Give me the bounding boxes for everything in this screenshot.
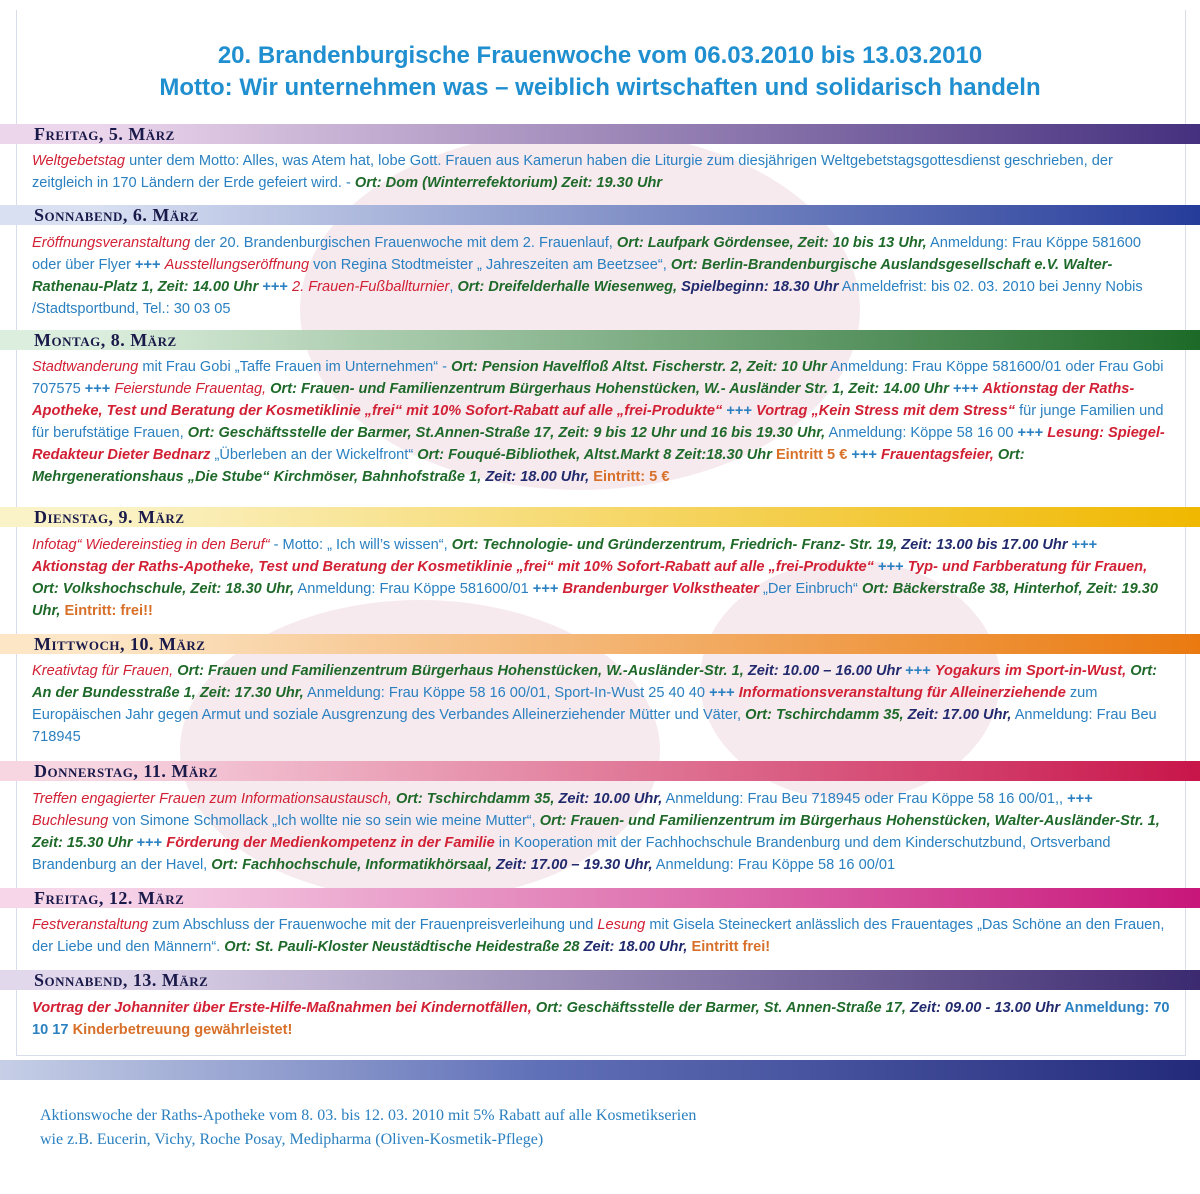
event-text: Lesung [597,917,646,933]
event-text: Zeit: 19.30 Uhr [561,175,663,191]
event-text: Zeit: 15.30 Uhr [32,835,133,851]
footer-note [40,1104,1140,1152]
separator: +++ [878,559,904,575]
separator: +++ [1071,537,1098,553]
event-text: Eröffnungsveranstaltung [32,235,191,251]
event-text: Zeit: 17.30 Uhr, [199,685,304,701]
event-text: Lesung: Spiegel-Redakteur Dieter Bednarz [32,425,1165,463]
separator: +++ [1017,425,1044,441]
day-events [32,356,1172,488]
event-text: Aktionstag der Raths-Apotheke, Test und Beratung der Kosmetiklinie „frei“ mit 10% Sofort-Rabatt auf alle „frei-Produkte“ [32,559,874,575]
event-text: Kinderbetreuung gewährleistet! [72,1022,293,1038]
event-text: Zeit: 10.00 Uhr, [558,791,663,807]
event-text: Brandenburger Volkstheater [562,581,759,597]
event-text: Ort: Volkshochschule, [32,581,187,597]
event-text: Buchlesung [32,813,109,829]
day-band [0,888,1200,908]
day-band [0,507,1200,527]
event-text: Zeit: 19.30 Uhr, [32,581,1159,619]
separator: +++ [709,685,735,701]
event-text: „Überleben an der Wickelfront“ [210,447,418,463]
event-text: Ort: Fouqué-Bibliothek, Altst.Markt 8 [417,447,672,463]
event-text: Anmeldung: Frau Köppe 581600 oder über Flyer [32,235,1141,273]
event-text: W.-Ausländer-Str. 1, [606,663,744,679]
event-text: Ort: Tschirchdamm 35, [745,707,904,723]
event-text: 2. Frauen-Fußballturnier [291,279,450,295]
header-motto: Motto: Wir unternehmen was – weiblich wirtschaften und solidarisch handeln [159,74,1041,101]
event-text: - Motto: „ Ich will’s wissen“, [269,537,452,553]
event-text: Zeit: 18.30 Uhr, [190,581,295,597]
event-text: von Regina Stodtmeister „ Jahreszeiten am Beetzsee“, [309,257,671,273]
event-text: Zeit: 17.00 – 19.30 Uhr, [495,857,653,873]
event-text: Festveranstaltung [32,917,149,933]
event-text: Zeit: 10 bis 13 Uhr, [797,235,927,251]
day-title: Dienstag, 9. März [34,507,185,527]
event-text: Ort: Frauen und Familienzentrum Bürgerhaus Hohenstücken, [177,663,603,679]
day-band [0,330,1200,350]
separator: +++ [1067,791,1093,807]
event-text: Zeit: 14.00 Uhr [848,381,949,397]
separator: +++ [532,581,559,597]
event-text: Ort: Dom (Winterrefektorium) [354,175,558,191]
day-band [0,761,1200,781]
event-text: Typ- und Farbberatung für Frauen, [907,559,1148,575]
event-text: Zeit: 10.00 – 16.00 Uhr [747,663,902,679]
event-text: Informationsveranstaltung für Alleinerziehende [738,685,1066,701]
event-text: Anmeldung: 70 10 17 [32,1000,1170,1038]
day-band [0,634,1200,654]
day-events [32,534,1172,622]
day-events [32,788,1172,876]
event-text: Infotag“ Wiedereinstieg in den Beruf“ [32,537,270,553]
event-text: Vortrag der Johanniter über Erste-Hilfe-Maßnahmen bei Kindernotfällen, [32,1000,532,1016]
event-text: Zeit: 10 Uhr [746,359,827,375]
event-text: Stadtwanderung [32,359,139,375]
event-text: Anmeldung: Köppe 58 16 00 [825,425,1018,441]
event-text: Anmeldefrist: bis 02. 03. 2010 bei Jenny Nobis /Stadtsportbund, Tel.: 30 03 05 [32,279,1143,317]
day-band [0,205,1200,225]
event-text: Ort: Tschirchdamm 35, [395,791,555,807]
event-text: von Simone Schmollack „Ich wollte nie so sein wie meine Mutter“, [108,813,540,829]
separator: +++ [905,663,931,679]
event-text: zum Europäischen Jahr gegen Armut und soziale Ausgrenzung des Verbandes Alleinerziehender Mütter und Väter, [32,685,1098,723]
event-text: für junge Familien und für berufstätige Frauen, [32,403,1164,441]
separator: +++ [136,835,163,851]
event-text: der 20. Brandenburgischen Frauenwoche mit dem 2. Frauenlauf, [190,235,617,251]
event-text: Weltgebetstag [32,153,126,169]
event-text: , [449,279,458,295]
event-text: Anmeldung: Frau Köppe 581600/01 [294,581,533,597]
event-text: Anmeldung: Frau Köppe 581600/01 oder Frau Gobi 707575 [32,359,1164,397]
separator: +++ [84,381,111,397]
event-text: Zeit: 14.00 Uhr [157,279,259,295]
event-text: Ort: Geschäftsstelle der Barmer, St.Annen-Straße 17, [187,425,555,441]
event-text: Eintritt 5 € [775,447,848,463]
day-title: Sonnabend, 6. März [34,205,199,225]
separator: +++ [262,279,288,295]
event-text: Ort: Frauen- und Familienzentrum im Bürgerhaus Hohenstücken, Walter-Ausländer-Str. 1, [539,813,1160,829]
event-text: Frauentagsfeier, [881,447,994,463]
event-text: Ort: St. Pauli-Kloster Neustädtische Heidestraße 28 [224,939,580,955]
event-text: Ort: Frauen- und Familienzentrum Bürgerhaus Hohenstücken, W.- Ausländer Str. 1, [270,381,845,397]
event-text: zum Abschluss der Frauenwoche mit der Frauenpreisverleihung und [148,917,598,933]
day-title: Sonnabend, 13. März [34,970,209,990]
event-text: Spielbeginn: 18.30 Uhr [681,279,839,295]
event-text: Ort: Berlin-Brandenburgische Auslandsgesellschaft e.V. Walter-Rathenau-Platz 1, [32,257,1113,295]
day-events [32,914,1172,958]
event-text: Anmeldung: Frau Köppe 58 16 00/01, Sport-In-Wust 25 40 40 [303,685,710,701]
event-text: Eintritt frei! [691,939,771,955]
header-title: 20. Brandenburgische Frauenwoche vom 06.03.2010 bis 13.03.2010 [217,42,983,69]
event-text: Zeit:18.30 Uhr [675,447,772,463]
event-text: Ort: Pension Havelfloß Altst. Fischerstr. 2, [451,359,743,375]
separator: +++ [851,447,877,463]
page-header [0,40,1200,104]
footer-line: wie z.B. Eucerin, Vichy, Roche Posay, Medipharma (Oliven-Kosmetik-Pflege) [40,1131,544,1148]
separator: +++ [726,403,752,419]
event-text: Aktionstag der Raths-Apotheke, Test und Beratung der Kosmetiklinie „frei“ mit 10% Sofort-Rabatt auf alle „frei-Produkte“ [32,381,1135,419]
event-text: Anmeldung: Frau Beu 718945 oder Frau Köppe 58 16 00/01,, [662,791,1068,807]
event-text: Yogakurs im Sport-in-Wust, [934,663,1127,679]
event-text: Ort: Dreifelderhalle Wiesenweg, [457,279,678,295]
event-text: Vortrag „Kein Stress mit dem Stress“ [756,403,1016,419]
event-text: mit Gisela Steineckert anlässlich des Frauentages „Das Schöne an den Frauen, der Liebe und den Männern“. [32,917,1165,955]
event-text: Kreativtag für Frauen, [32,663,174,679]
day-title: Montag, 8. März [34,330,177,350]
event-text: Ort: Bäckerstraße 38, Hinterhof, [861,581,1083,597]
event-text: Anmeldung: Frau Köppe 58 16 00/01 [652,857,896,873]
separator: +++ [135,257,161,273]
event-text: Ort: Mehrgenerationshaus „Die Stube“ Kirchmöser, Bahnhofstraße 1, [32,447,1025,485]
event-text: Zeit: 18.00 Uhr, [583,939,688,955]
day-events [32,660,1172,748]
day-title: Freitag, 5. März [34,124,175,144]
day-events [32,150,1172,194]
day-band [0,124,1200,144]
separator: +++ [952,381,979,397]
event-text: Feierstunde Frauentag, [114,381,267,397]
day-title: Freitag, 12. März [34,888,185,908]
footer-line: Aktionswoche der Raths-Apotheke vom 8. 03. bis 12. 03. 2010 mit 5% Rabatt auf alle Kosmetikserien [40,1107,697,1124]
day-events [32,997,1172,1041]
event-text: Eintritt: 5 € [593,469,670,485]
event-text: Zeit: 9 bis 12 Uhr und 16 bis 19.30 Uhr, [558,425,826,441]
event-text: Ort: Fachhochschule, Informatikhörsaal, [211,857,492,873]
event-text: Förderung der Medienkompetenz in der Familie [166,835,495,851]
event-text: Ausstellungseröffnung [164,257,310,273]
day-title: Mittwoch, 10. März [34,634,206,654]
event-text: Ort: Laufpark Gördensee, [616,235,794,251]
day-title: Donnerstag, 11. März [34,761,218,781]
bottom-band [0,1060,1200,1080]
event-text: Zeit: 18.00 Uhr, [485,469,590,485]
event-text: Zeit: 09.00 - 13.00 Uhr [910,1000,1061,1016]
event-text: Ort: Technologie- und Gründerzentrum, Friedrich- Franz- Str. 19, [451,537,898,553]
event-text: Eintritt: frei!! [64,603,153,619]
event-text: Zeit: 17.00 Uhr, [907,707,1012,723]
event-text: „Der Einbruch“ [758,581,862,597]
event-text: Treffen engagierter Frauen zum Informationsaustausch, [32,791,392,807]
day-events [32,232,1172,320]
event-text: mit Frau Gobi „Taffe Frauen im Unternehmen“ - [138,359,452,375]
event-text: Ort: Geschäftsstelle der Barmer, St. Annen-Straße 17, [535,1000,906,1016]
event-text: Anmeldung: Frau Beu 718945 [32,707,1157,745]
event-text: Ort: An der Bundesstraße 1, [32,663,1158,701]
event-text: Zeit: 13.00 bis 17.00 Uhr [901,537,1068,553]
day-band [0,970,1200,990]
event-text: unter dem Motto: Alles, was Atem hat, lobe Gott. Frauen aus Kamerun haben die Liturgie zum diesjährigen Weltgebetstagsgottesdienst geschrieben, der zeitgleich in 170 Ländern der Erde gefeiert wird. - [32,153,1113,191]
event-text: in Kooperation mit der Fachhochschule Brandenburg und dem Kinderschutzbund, Ortsverband Brandenburg an der Havel, [32,835,1111,873]
